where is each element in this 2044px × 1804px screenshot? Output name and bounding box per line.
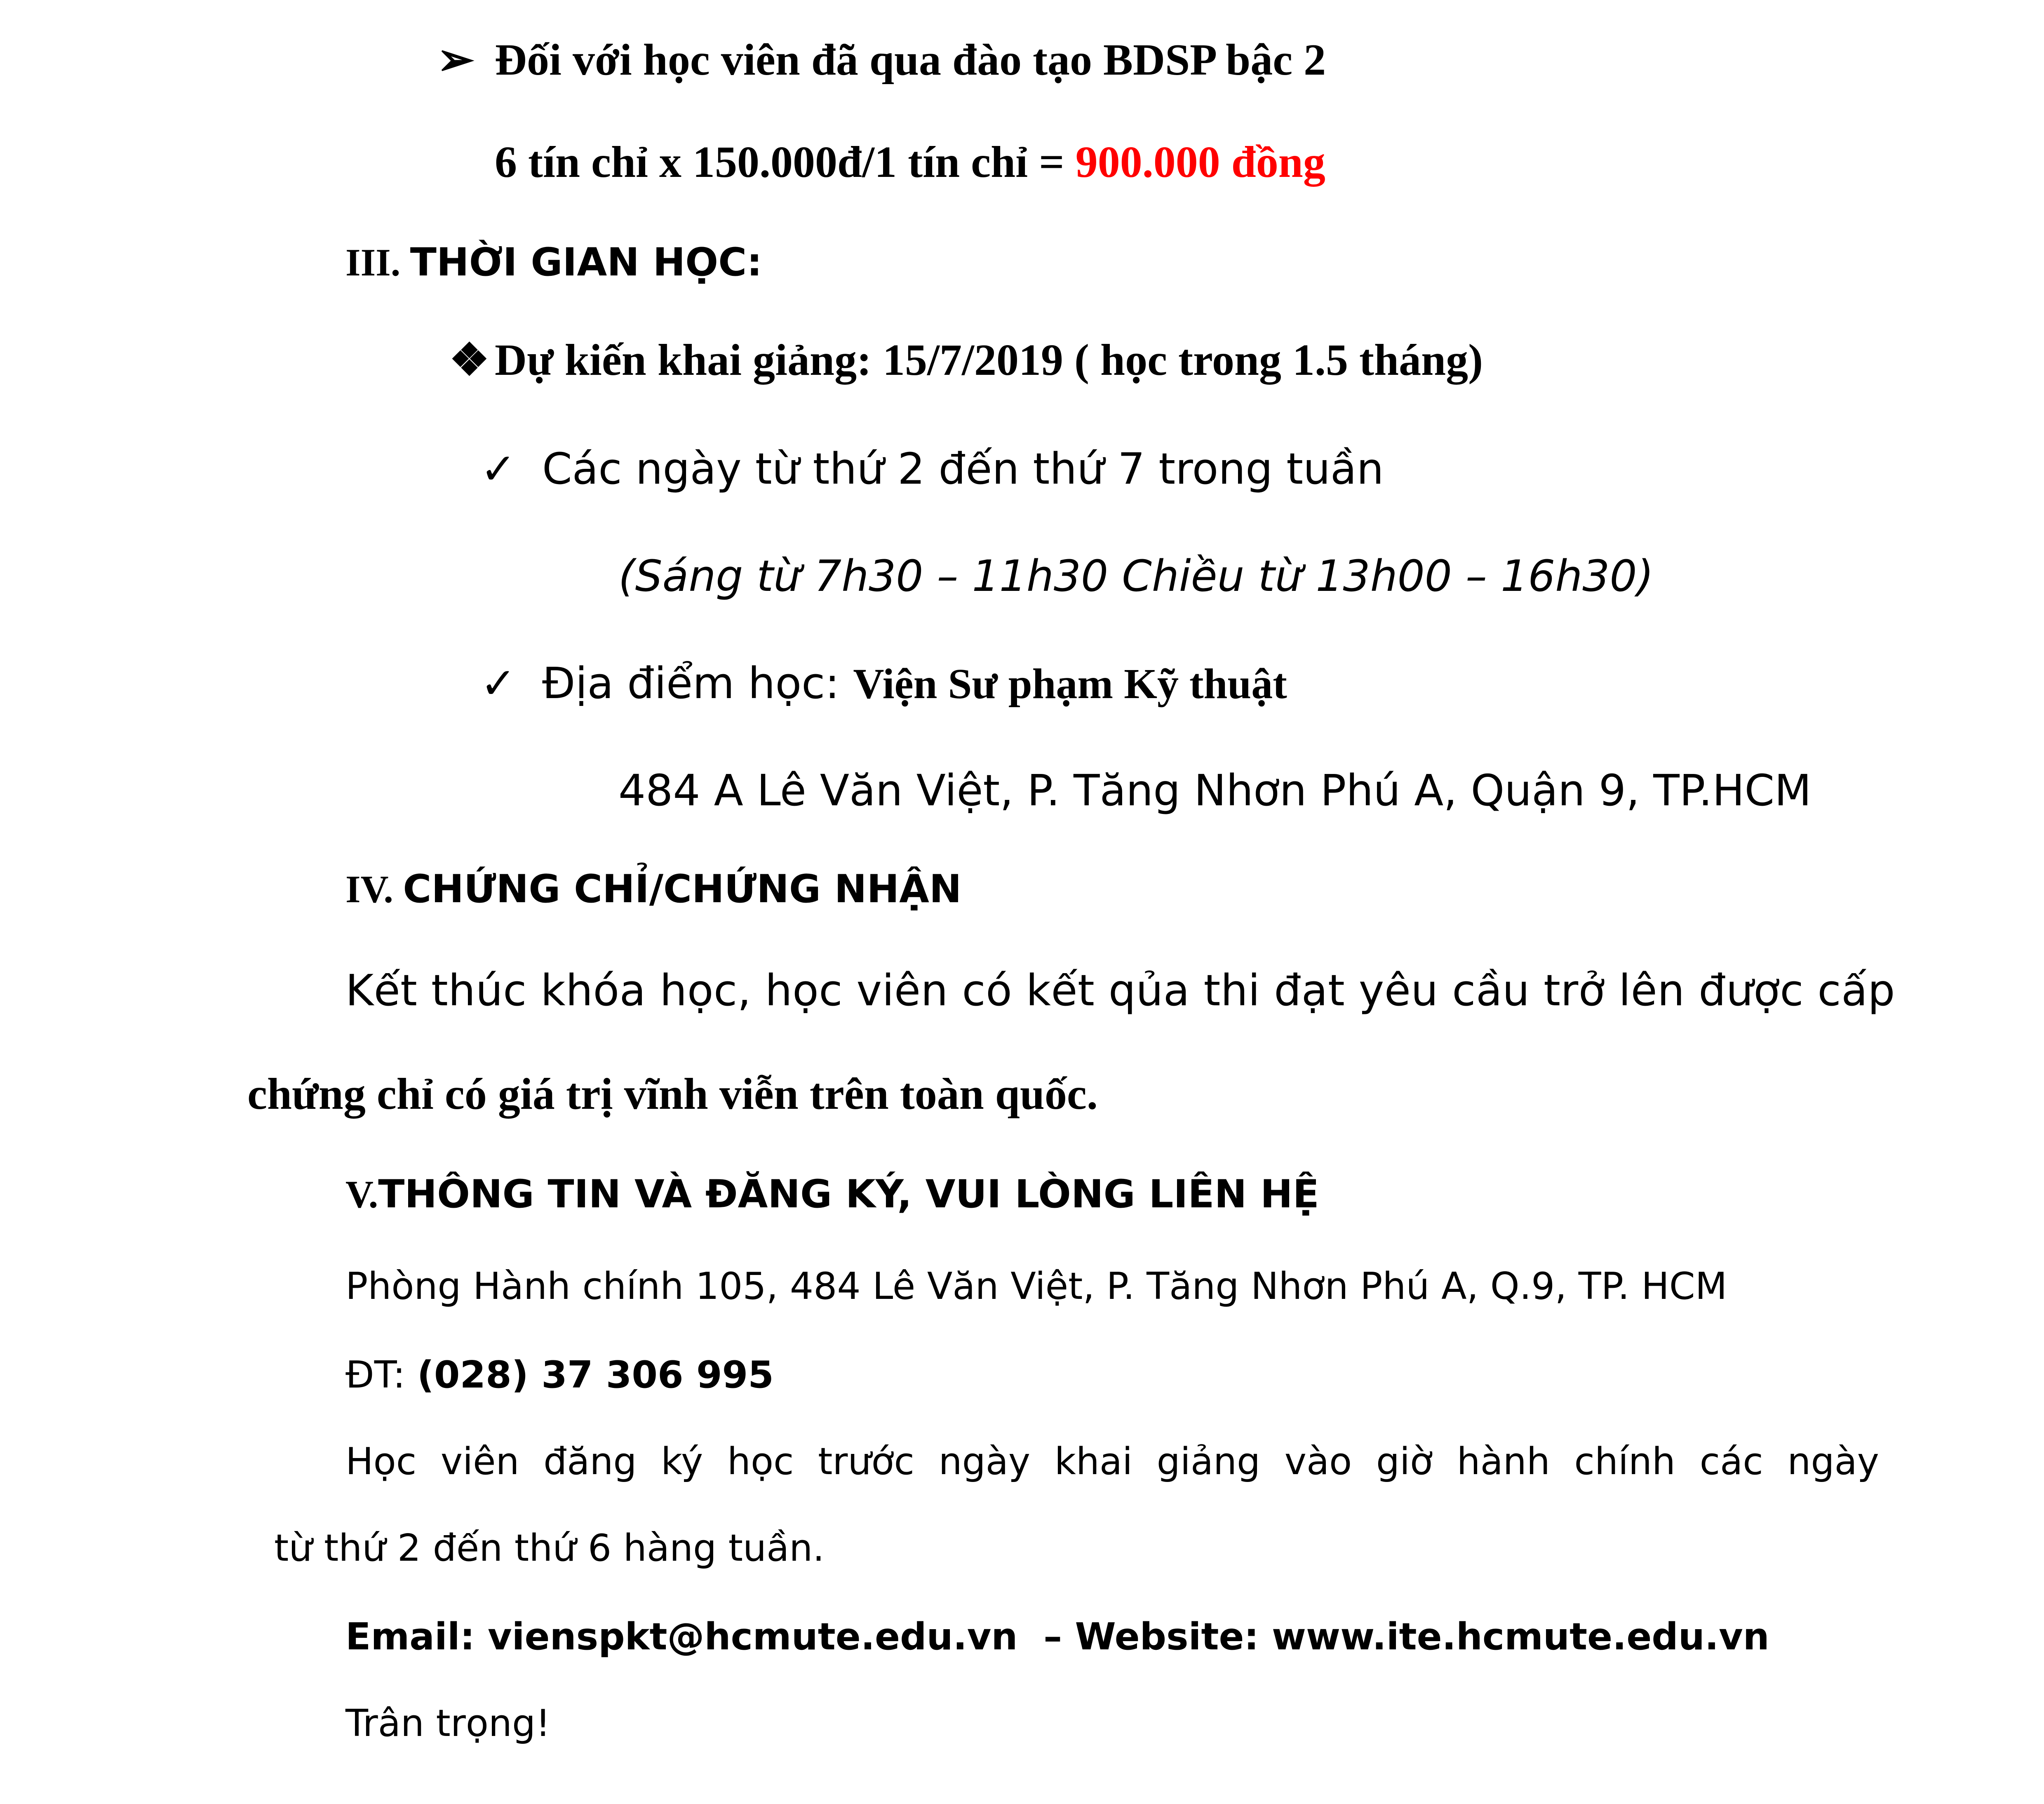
website-label: Website:	[1075, 1615, 1272, 1658]
section-contact-title: THÔNG TIN VÀ ĐĂNG KÝ, VUI LÒNG LIÊN HỆ	[378, 1172, 1319, 1217]
phone-number: (028) 37 306 995	[417, 1353, 774, 1397]
fee-heading-line	[437, 35, 1326, 85]
fee-heading: Đối với học viên đã qua đào tạo BDSP bậc 2	[495, 35, 1326, 85]
cert-paragraph-line1: Kết thúc khóa học, học viên có kết qủa thi đạt yêu cầu trở lên được cấp	[345, 965, 1895, 1016]
class-hours: (Sáng từ 7h30 – 11h30 Chiều từ 13h00 – 16h30)	[618, 551, 1654, 601]
email-link[interactable]: vienspkt@hcmute.edu.vn	[488, 1615, 1018, 1658]
section-cert-title: CHỨNG CHỈ/CHỨNG NHẬN	[403, 867, 962, 912]
section-time-numeral: III.	[345, 241, 401, 284]
location-address: 484 A Lê Văn Việt, P. Tăng Nhơn Phú A, Quận 9, TP.HCM	[618, 765, 1811, 816]
closing-text: Trân trọng!	[345, 1702, 551, 1745]
section-contact-numeral: V.	[345, 1173, 378, 1216]
fee-formula: 6 tín chỉ x 150.000đ/1 tín chỉ =	[495, 138, 1076, 187]
diamond-bullet-icon: ❖	[449, 336, 489, 385]
phone-line	[345, 1353, 774, 1397]
registration-note-line2: từ thứ 2 đến thứ 6 hàng tuần.	[274, 1526, 825, 1570]
class-days: Các ngày từ thứ 2 đến thứ 7 trong tuần	[542, 444, 1384, 494]
fee-formula-line	[495, 140, 1325, 185]
opening-line	[449, 338, 1483, 383]
check-icon: ✓	[480, 444, 517, 494]
location-line	[480, 658, 1287, 708]
check-icon: ✓	[480, 658, 517, 708]
section-time-heading	[345, 240, 762, 285]
email-label: Email:	[345, 1615, 488, 1658]
separator: –	[1017, 1615, 1075, 1658]
section-cert-heading	[345, 867, 962, 912]
location-label: Địa điểm học:	[542, 658, 853, 708]
website-link[interactable]: www.ite.hcmute.edu.vn	[1271, 1615, 1769, 1658]
section-contact-heading	[345, 1172, 1319, 1217]
registration-note-line1: Học viên đăng ký học trước ngày khai giảng vào giờ hành chính các ngày	[345, 1440, 1879, 1483]
email-website-line	[345, 1615, 1769, 1658]
office-address: Phòng Hành chính 105, 484 Lê Văn Việt, P. Tăng Nhơn Phú A, Q.9, TP. HCM	[345, 1265, 1727, 1308]
arrowhead-bullet-icon: ➢	[437, 35, 475, 85]
section-time-title: THỜI GIAN HỌC:	[410, 240, 762, 285]
phone-label: ĐT:	[345, 1353, 417, 1397]
opening-date: Dự kiến khai giảng: 15/7/2019 ( học trong 1.5 tháng)	[495, 336, 1483, 385]
cert-paragraph-line2: chứng chỉ có giá trị vĩnh viễn trên toàn quốc.	[247, 1070, 1098, 1119]
location-name: Viện Sư phạm Kỹ thuật	[853, 660, 1287, 708]
fee-total: 900.000 đồng	[1075, 138, 1325, 187]
section-cert-numeral: IV.	[345, 868, 393, 911]
days-line	[480, 444, 1384, 494]
